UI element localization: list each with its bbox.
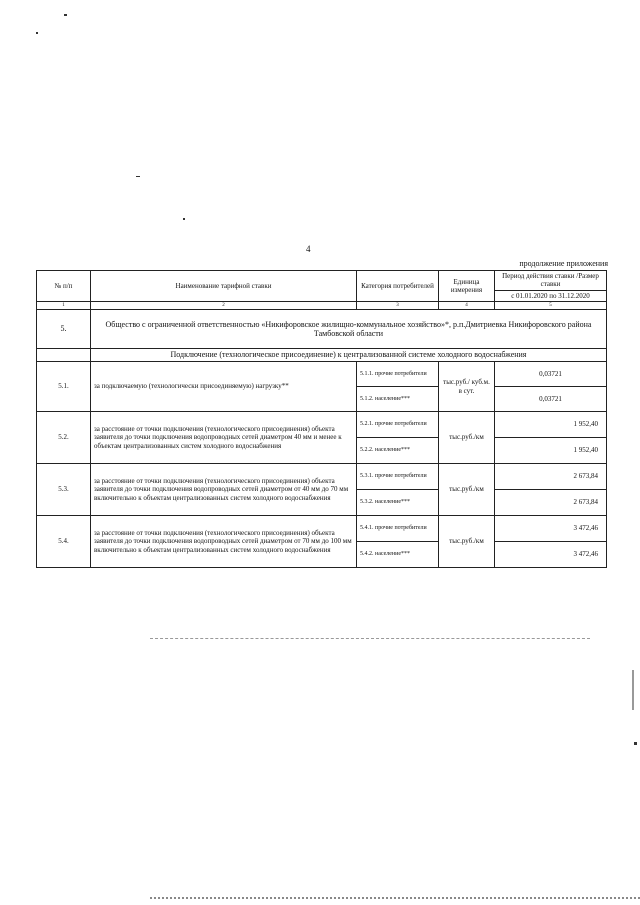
row-unit: тыс.руб./км <box>439 412 495 464</box>
scan-artifact <box>183 218 185 220</box>
scan-artifact <box>36 32 38 34</box>
header-num: № п/п <box>37 271 91 302</box>
header-category: Категория потребителей <box>357 271 439 302</box>
row-num: 5.4. <box>37 516 91 568</box>
scan-artifact <box>150 638 590 639</box>
row-category: 5.2.1. прочие потребители <box>357 412 439 438</box>
index-cell: 3 <box>357 302 439 310</box>
page-number: 4 <box>306 244 311 254</box>
row-num: 5.1. <box>37 362 91 412</box>
row-category: 5.4.1. прочие потребители <box>357 516 439 542</box>
org-row <box>37 310 607 349</box>
header-period-range: с 01.01.2020 по 31.12.2020 <box>495 290 607 301</box>
table-row <box>37 362 607 387</box>
row-value: 3 472,46 <box>495 542 607 568</box>
row-value: 2 673,84 <box>495 490 607 516</box>
row-value: 0,03721 <box>495 362 607 387</box>
row-num: 5.2. <box>37 412 91 464</box>
table-row <box>37 464 607 490</box>
header-period: Период действия ставки /Размер ставки <box>495 271 607 291</box>
row-unit: тыс.руб./ куб.м. в сут. <box>439 362 495 412</box>
row-category: 5.3.2. население*** <box>357 490 439 516</box>
continuation-label: продолжение приложения <box>519 259 608 268</box>
row-name: за расстояние от точки подключения (технологического присоединения) объекта заявителя до точки подключения водопроводных сетей диаметром от 40 мм до 70 мм включительно к объектам централизованных систем холодного водоснабжения <box>91 464 357 516</box>
row-name: за расстояние от точки подключения (технологического присоединения) объекта заявителя до точки подключения водопроводных сетей диаметром 40 мм и менее к объектам централизованных систем холодного водоснабжения <box>91 412 357 464</box>
scan-artifact <box>64 14 67 16</box>
row-category: 5.1.2. население*** <box>357 387 439 412</box>
org-name: Общество с ограниченной ответственностью «Никифоровское жилищно-коммунальное хозяйство»*, р.п.Дмитриевка Никифоровского района Тамбовской области <box>91 310 607 349</box>
row-unit: тыс.руб./км <box>439 464 495 516</box>
index-cell: 1 <box>37 302 91 310</box>
index-cell: 5 <box>495 302 607 310</box>
row-value: 2 673,84 <box>495 464 607 490</box>
scan-artifact <box>150 897 640 899</box>
scan-artifact <box>632 670 634 710</box>
index-cell: 4 <box>439 302 495 310</box>
section-title: Подключение (технологическое присоединение) к централизованной системе холодного водоснабжения <box>91 349 607 362</box>
row-num: 5.3. <box>37 464 91 516</box>
section-row <box>37 349 607 362</box>
row-category: 5.4.2. население*** <box>357 542 439 568</box>
header-name: Наименование тарифной ставки <box>91 271 357 302</box>
table-row <box>37 412 607 438</box>
row-value: 1 952,40 <box>495 412 607 438</box>
scan-artifact <box>136 176 140 177</box>
row-category: 5.2.2. население*** <box>357 438 439 464</box>
header-unit: Единица измерения <box>439 271 495 302</box>
row-value: 3 472,46 <box>495 516 607 542</box>
index-cell: 2 <box>91 302 357 310</box>
header-row <box>37 271 607 291</box>
table-row <box>37 516 607 542</box>
index-row <box>37 302 607 310</box>
row-value: 0,03721 <box>495 387 607 412</box>
org-num: 5. <box>37 310 91 349</box>
row-value: 1 952,40 <box>495 438 607 464</box>
tariff-table <box>36 270 607 568</box>
scan-artifact <box>634 742 637 745</box>
row-unit: тыс.руб./км <box>439 516 495 568</box>
row-name: за подключаемую (технологически присоединяемую) нагрузку** <box>91 362 357 412</box>
row-category: 5.3.1. прочие потребители <box>357 464 439 490</box>
row-category: 5.1.1. прочие потребители <box>357 362 439 387</box>
row-name: за расстояние от точки подключения (технологического присоединения) объекта заявителя до точки подключения водопроводных сетей диаметром от 70 мм до 100 мм включительно к объектам централизованных систем холодного водоснабжения <box>91 516 357 568</box>
